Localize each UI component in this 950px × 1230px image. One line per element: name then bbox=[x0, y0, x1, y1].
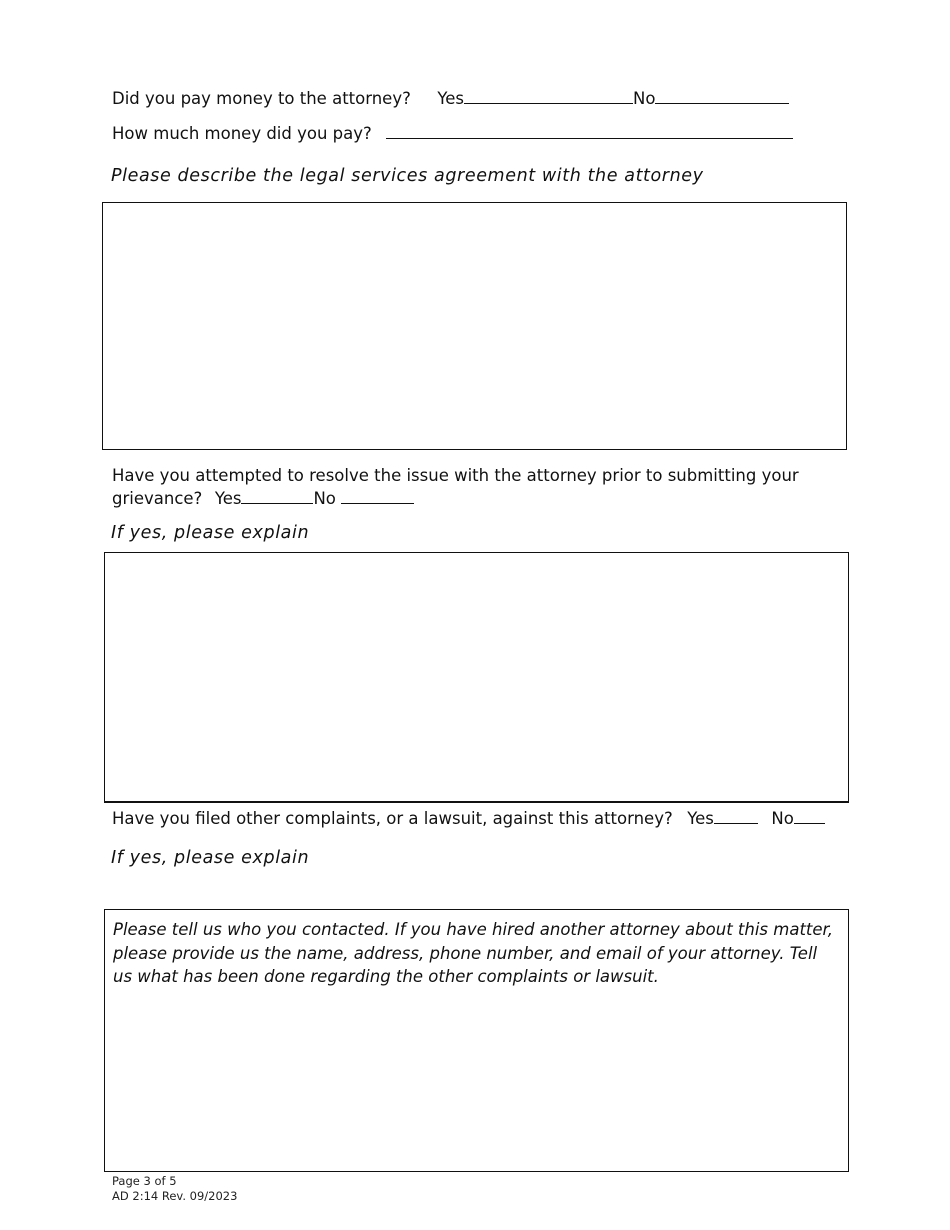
resolve-explain-prompt: If yes, please explain bbox=[111, 523, 310, 543]
resolve-yes-field[interactable] bbox=[241, 489, 313, 504]
complaints-explain-prompt: If yes, please explain bbox=[111, 848, 310, 868]
complaints-no-field[interactable] bbox=[794, 809, 825, 824]
resolve-explain-box[interactable] bbox=[104, 552, 849, 803]
agreement-prompt: Please describe the legal services agreement with the attorney bbox=[111, 166, 704, 186]
other-complaints-question bbox=[112, 809, 825, 829]
paid-no-field[interactable] bbox=[655, 89, 789, 104]
resolve-no-label: No bbox=[313, 489, 336, 508]
resolve-no-field[interactable] bbox=[341, 489, 414, 504]
page-number: Page 3 of 5 bbox=[112, 1174, 177, 1188]
amount-paid-field[interactable] bbox=[386, 124, 793, 139]
agreement-description-box[interactable] bbox=[102, 202, 847, 450]
resolve-attempt-question-line2 bbox=[112, 489, 414, 509]
complaints-yes-field[interactable] bbox=[714, 809, 758, 824]
complaints-yes-label: Yes bbox=[687, 809, 714, 828]
form-id: AD 2:14 Rev. 09/2023 bbox=[112, 1189, 238, 1203]
amount-paid-question bbox=[112, 124, 793, 144]
paid-no-label: No bbox=[633, 89, 656, 108]
other-complaints-label: Have you filed other complaints, or a lawsuit, against this attorney? bbox=[112, 809, 673, 828]
amount-paid-label: How much money did you pay? bbox=[112, 124, 372, 143]
resolve-attempt-label-cont: grievance? bbox=[112, 489, 203, 508]
paid-attorney-label: Did you pay money to the attorney? bbox=[112, 89, 411, 108]
page-footer bbox=[112, 1174, 237, 1204]
complaints-explain-box[interactable] bbox=[104, 909, 849, 1172]
paid-yes-label: Yes bbox=[437, 89, 464, 108]
complaints-no-label: No bbox=[771, 809, 794, 828]
resolve-yes-label: Yes bbox=[214, 489, 242, 508]
complaints-box-instructions: Please tell us who you contacted. If you have hired another attorney about this matter, please provide us the name, address, phone number, and email of your attorney. Tell us what has been done regarding the other complaints or lawsuit. bbox=[113, 920, 834, 986]
paid-yes-field[interactable] bbox=[464, 89, 633, 104]
resolve-attempt-question-line1: Have you attempted to resolve the issue with the attorney prior to submitting your bbox=[112, 466, 799, 485]
paid-attorney-question bbox=[112, 89, 789, 109]
